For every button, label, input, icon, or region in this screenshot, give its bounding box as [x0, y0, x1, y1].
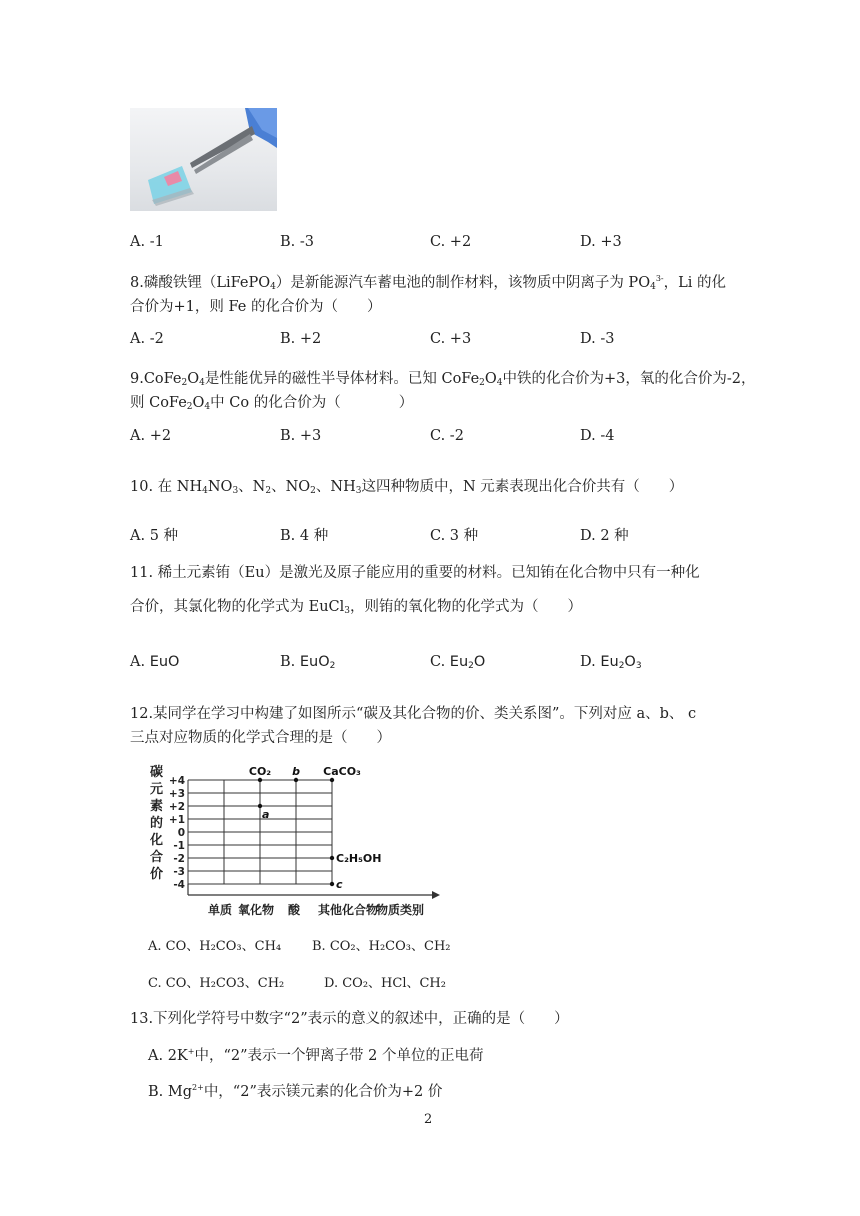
page-number: 2 [424, 1112, 433, 1127]
q13-option-b: B. $Mg^{2+}$中，“2”表示镁元素的化合价为+2 价 [148, 1083, 443, 1100]
q9-option-c: C. -2 [430, 428, 464, 444]
data-point-label: a [262, 808, 270, 821]
data-point [330, 882, 334, 886]
x-category-label: 其他化合物 [317, 903, 379, 917]
q12-option-d: D. CO₂、HCl、CH₂ [324, 976, 446, 991]
data-point-label: c [336, 878, 343, 891]
x-category-label: 单质 [207, 903, 233, 917]
q10-option-d: D. 2 种 [580, 528, 629, 544]
q11-option-b: B. EuO$_2$ [280, 654, 336, 671]
q8-question-line2: 合价为+1，则 Fe 的化合价为（ ） [130, 299, 382, 315]
q11-question-line1: 11. 稀土元素铕（Eu）是激光及原子能应用的重要的材料。已知铕在化合物中只有一种化 [130, 565, 700, 581]
q10-option-b: B. 4 种 [280, 528, 329, 544]
q10-option-a: A. 5 种 [130, 528, 179, 544]
y-tick-label: +1 [168, 814, 185, 826]
y-axis-label-char: 合 [150, 850, 164, 865]
data-point-label: CaCO₃ [323, 765, 361, 778]
tweezers-sample-photo [130, 108, 277, 211]
q7-option-c: C. +2 [430, 234, 472, 250]
q8-question-line1: 8.磷酸铁锂（LiFePO$_4$）是新能源汽车蓄电池的制作材料，该物质中阴离子为 $PO_4^{3-}$，Li 的化 [130, 274, 727, 292]
y-tick-label: +4 [168, 775, 185, 787]
q9-option-b: B. +3 [280, 428, 322, 444]
q13-question: 13.下列化学符号中数字“2”表示的意义的叙述中，正确的是（ ） [130, 1011, 569, 1027]
data-point-label: CO₂ [248, 765, 272, 778]
q12-question-line1: 12.某同学在学习中构建了如图所示“碳及其化合物的价、类关系图”。下列对应 a、b、 c [130, 706, 697, 722]
q11-option-a: A. EuO [130, 654, 180, 670]
data-point-label: b [292, 765, 300, 778]
y-axis-label-char: 碳 [150, 765, 164, 780]
q11-option-c: C. $Eu_2O$ [430, 654, 486, 671]
data-point [330, 778, 334, 782]
y-tick-label: -4 [173, 879, 185, 891]
q8-option-d: D. -3 [580, 331, 615, 347]
q9-question-line2: 则 $CoFe_2O_4$中 Co 的化合价为（ ） [130, 395, 414, 412]
q9-option-d: D. -4 [580, 428, 615, 444]
x-category-label: 氧化物 [237, 903, 275, 917]
q9-question-line1: $9.CoFe_2O_4$是性能优异的磁性半导体材料。已知 $CoFe_2O_4$中铁的化合价为+3，氧的化合价为-2， [130, 371, 756, 388]
q7-option-d: D. +3 [580, 234, 622, 250]
y-tick-label: -3 [173, 866, 185, 878]
y-axis-label-char: 化 [150, 833, 164, 848]
q12-option-c: C. CO、H₂CO3、CH₂ [148, 976, 285, 991]
y-axis-label-char: 的 [150, 816, 164, 831]
y-axis-label-char: 价 [150, 867, 164, 882]
q9-option-a: A. +2 [130, 428, 172, 444]
x-axis-title: 物质类别 [375, 903, 425, 917]
q12-option-a: A. CO、H₂CO₃、CH₄ [148, 939, 282, 954]
data-point [330, 856, 334, 860]
q8-option-a: A. -2 [130, 331, 164, 347]
q10-option-c: C. 3 种 [430, 528, 479, 544]
y-tick-label: 0 [177, 827, 185, 839]
q10-question: 10. 在 $NH_4NO_3$、$N_2$、$NO_2$、$NH_3$这四种物质中，N 元素表现出化合价共有（ ） [130, 479, 684, 496]
data-point-label: C₂H₅OH [336, 852, 382, 865]
y-tick-label: +2 [168, 801, 185, 813]
carbon-valence-chart [144, 760, 444, 922]
q11-option-d: D. $Eu_2O_3$ [580, 654, 642, 671]
data-point [294, 778, 298, 782]
q8-option-b: B. +2 [280, 331, 322, 347]
q11-question-line2: 合价，其氯化物的化学式为 EuCl$_3$，则铕的氧化物的化学式为（ ） [130, 599, 582, 616]
q7-option-b: B. -3 [280, 234, 314, 250]
y-tick-label: -1 [173, 840, 185, 852]
data-point [258, 778, 262, 782]
q7-option-a: A. -1 [130, 234, 164, 250]
y-tick-label: +3 [168, 788, 185, 800]
x-category-label: 酸 [287, 903, 301, 917]
q12-option-b: B. CO₂、H₂CO₃、CH₂ [312, 939, 451, 954]
q8-option-c: C. +3 [430, 331, 472, 347]
q13-option-a: A. 2K+中，“2”表示一个钾离子带 2 个单位的正电荷 [148, 1047, 484, 1064]
chart-svg [144, 760, 444, 922]
x-axis-arrow [432, 891, 440, 899]
y-tick-label: -2 [173, 853, 185, 865]
y-axis-label-char: 素 [150, 799, 164, 814]
y-axis-label-char: 元 [150, 782, 164, 797]
q12-question-line2: 三点对应物质的化学式合理的是（ ） [130, 730, 391, 746]
